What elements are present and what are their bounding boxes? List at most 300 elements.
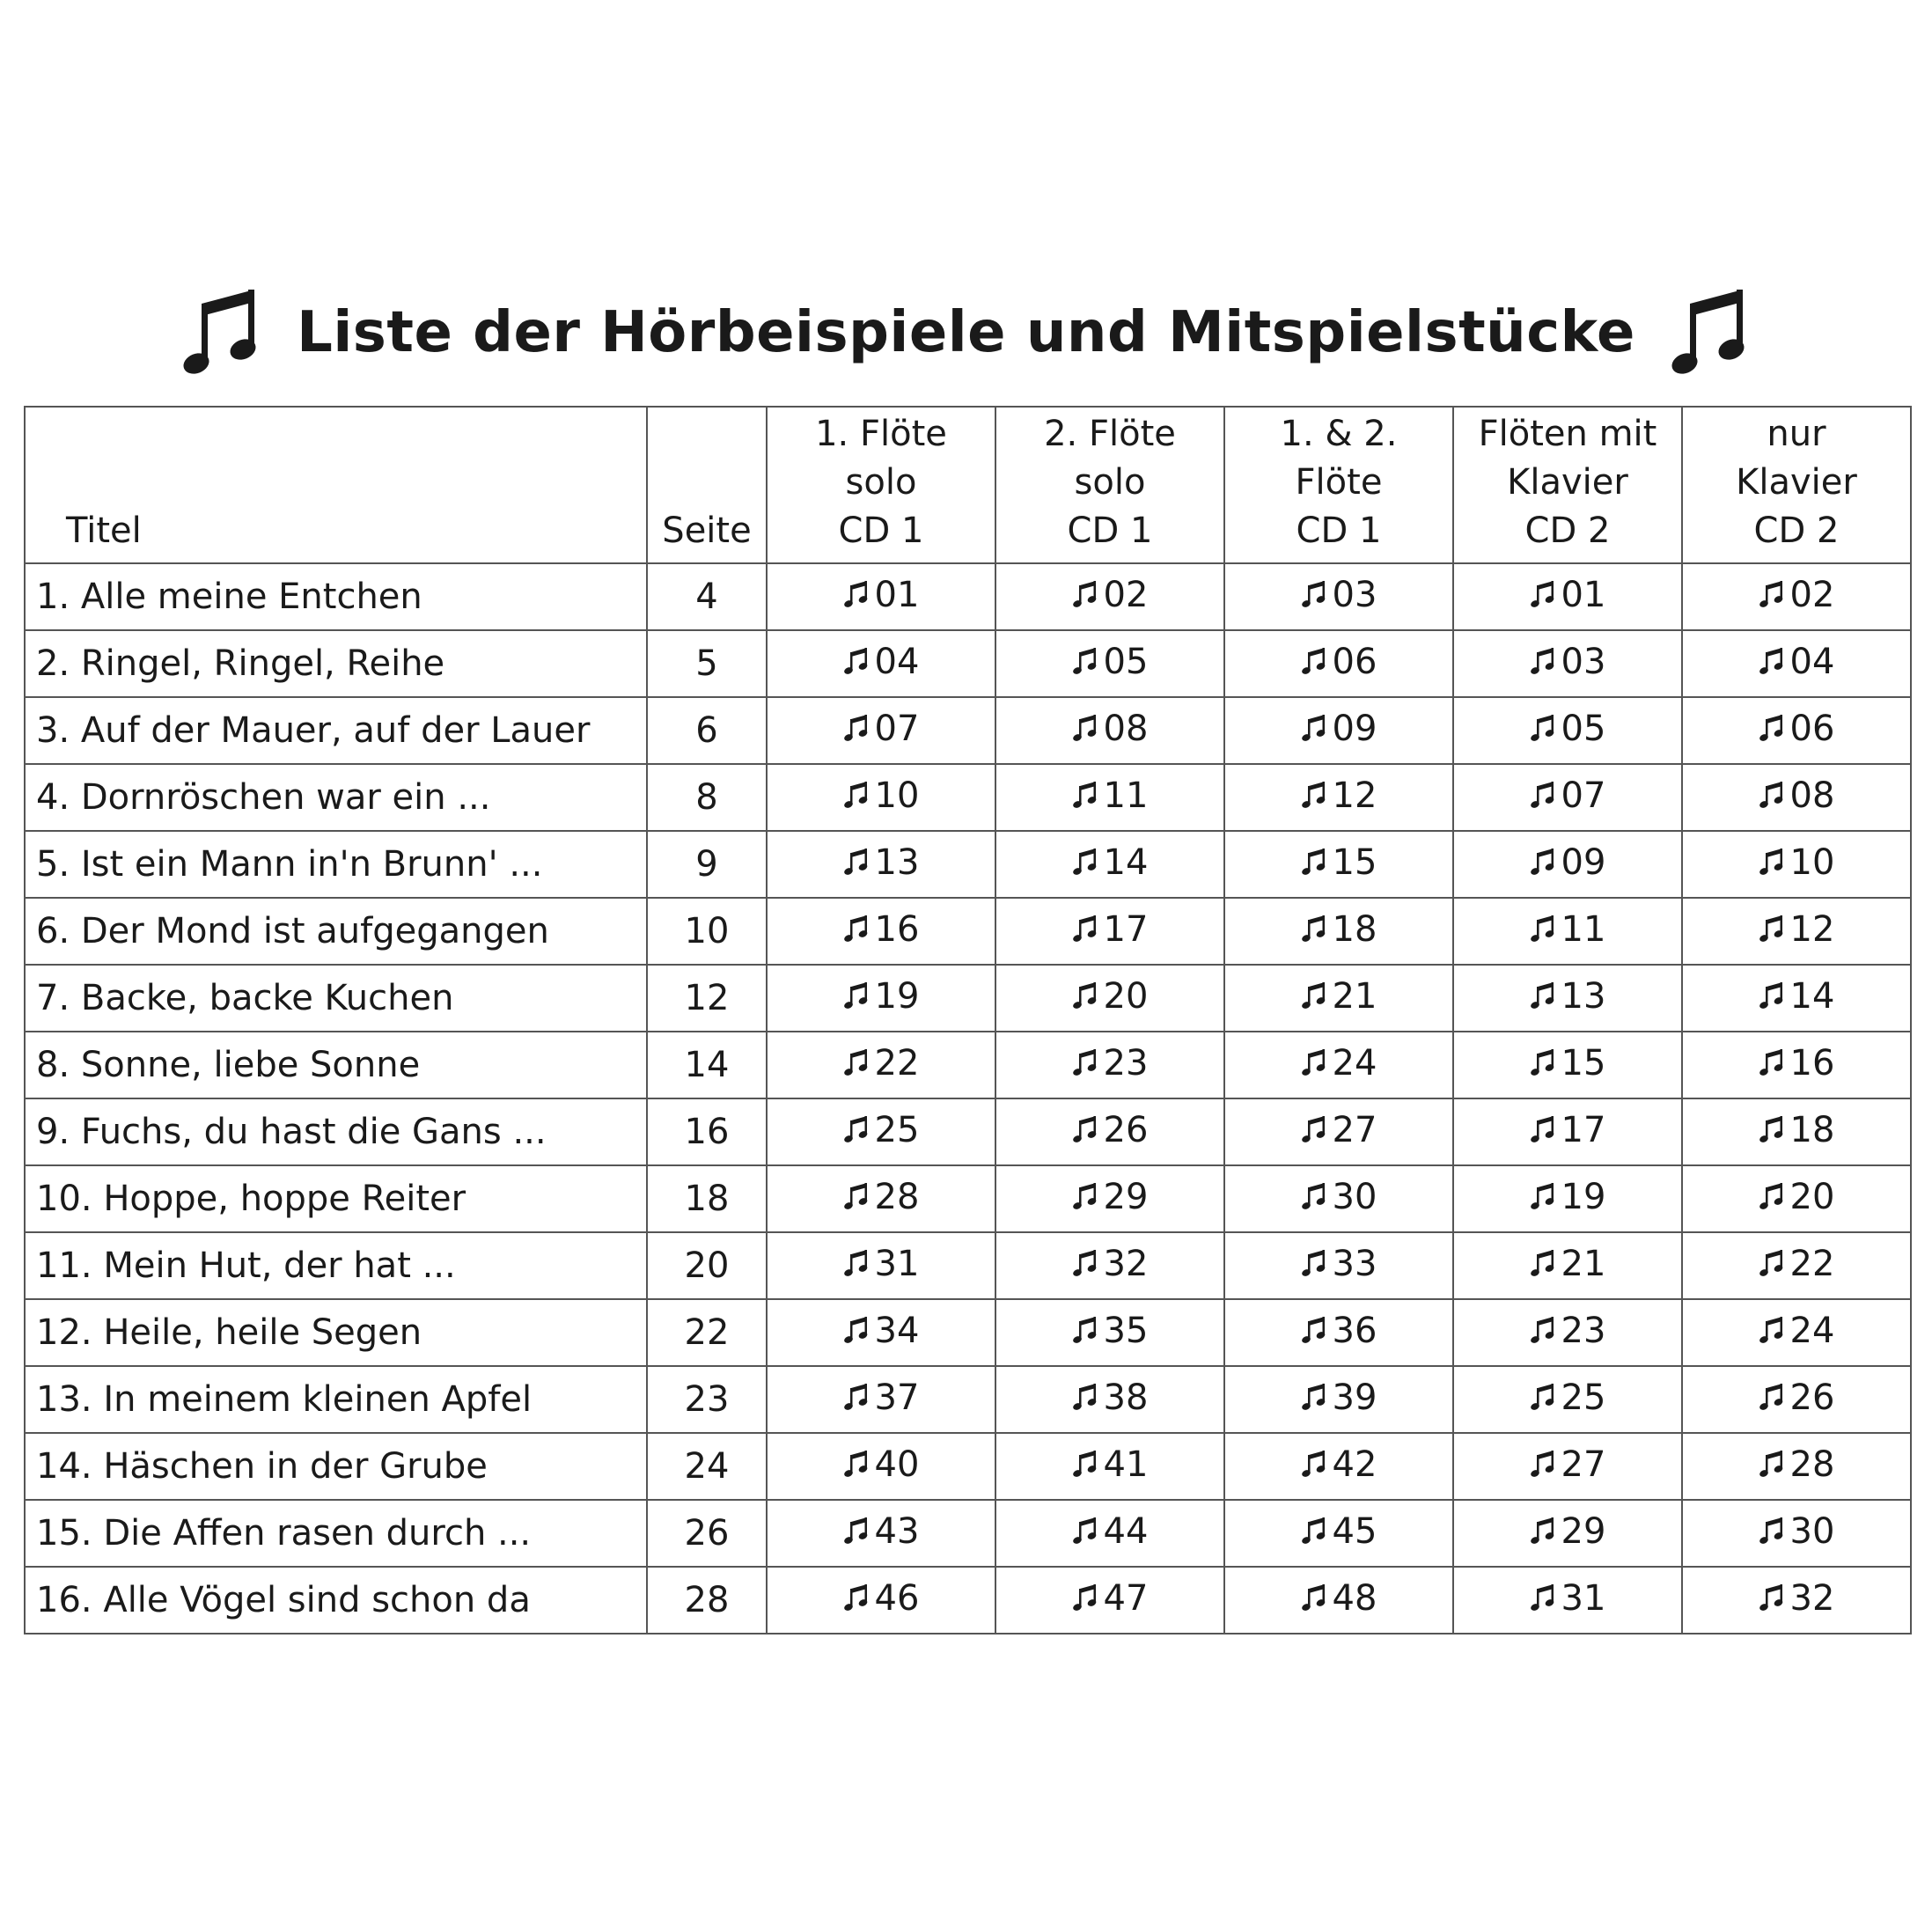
page-number: 12 — [647, 965, 767, 1032]
page-number: 20 — [647, 1232, 767, 1299]
track-cell — [995, 697, 1224, 764]
track-number — [1759, 642, 1835, 682]
track-number — [1072, 1578, 1149, 1619]
track-number-label: 02 — [1103, 575, 1149, 615]
track-number — [843, 1578, 920, 1619]
track-cell — [767, 831, 995, 898]
track-number-label: 31 — [874, 1244, 920, 1284]
beamed-eighth-notes-icon — [1530, 1048, 1556, 1078]
song-title: 10. Hoppe, hoppe Reiter — [25, 1165, 647, 1232]
track-cell — [1682, 764, 1911, 831]
track-number — [1301, 1578, 1377, 1619]
header-line: Klavier — [1736, 462, 1857, 503]
track-number — [1530, 775, 1606, 816]
track-number — [1530, 1110, 1606, 1150]
track-cell — [767, 1299, 995, 1366]
track-number — [1530, 1444, 1606, 1485]
beamed-eighth-notes-icon — [1301, 915, 1327, 944]
track-number-label: 11 — [1561, 909, 1606, 950]
track-number-label: 41 — [1103, 1444, 1149, 1485]
track-cell — [1224, 697, 1453, 764]
song-title: 15. Die Affen rasen durch ... — [25, 1500, 647, 1567]
beamed-eighth-notes-icon — [843, 1583, 870, 1613]
beamed-eighth-notes-icon — [1759, 981, 1785, 1011]
track-number — [1072, 1244, 1149, 1284]
track-cell — [767, 1165, 995, 1232]
beamed-eighth-notes-icon — [1072, 580, 1098, 610]
track-cell — [1682, 697, 1911, 764]
track-number — [1759, 909, 1835, 950]
track-cell — [995, 1032, 1224, 1098]
track-cell — [995, 1299, 1224, 1366]
beamed-eighth-notes-icon — [1072, 1383, 1098, 1413]
track-cell — [995, 1433, 1224, 1500]
beamed-eighth-notes-icon — [1530, 1249, 1556, 1279]
track-number-label: 33 — [1332, 1244, 1377, 1284]
track-number-label: 47 — [1103, 1578, 1149, 1619]
beamed-eighth-notes-icon — [1759, 1517, 1785, 1546]
table-row — [25, 1098, 1911, 1165]
track-number-label: 08 — [1103, 709, 1149, 749]
track-number — [1072, 1511, 1149, 1552]
page-number: 9 — [647, 831, 767, 898]
beamed-eighth-notes-icon — [1301, 1249, 1327, 1279]
beamed-eighth-notes-icon — [843, 1316, 870, 1346]
track-number — [1072, 1311, 1149, 1351]
beamed-eighth-notes-icon — [1759, 1182, 1785, 1212]
track-cell — [1453, 1098, 1682, 1165]
track-cell — [1682, 1500, 1911, 1567]
song-title: 16. Alle Vögel sind schon da — [25, 1567, 647, 1634]
track-number — [1072, 575, 1149, 615]
beamed-eighth-notes-icon — [1072, 1450, 1098, 1480]
beamed-eighth-notes-icon — [1301, 848, 1327, 878]
track-number-label: 12 — [1789, 909, 1835, 950]
track-cell — [767, 1567, 995, 1634]
track-number — [1530, 1244, 1606, 1284]
track-cell — [1453, 1299, 1682, 1366]
track-number-label: 20 — [1789, 1177, 1835, 1217]
track-number — [1759, 1043, 1835, 1084]
track-cell — [767, 563, 995, 630]
header-line: CD 1 — [1296, 511, 1382, 551]
track-number — [1530, 1578, 1606, 1619]
track-cell — [1453, 630, 1682, 697]
track-number-label: 09 — [1332, 709, 1377, 749]
beamed-eighth-notes-icon — [1301, 1517, 1327, 1546]
track-number-label: 31 — [1561, 1578, 1606, 1619]
track-number — [1301, 1511, 1377, 1552]
beamed-eighth-notes-icon — [1530, 1182, 1556, 1212]
track-number — [1759, 709, 1835, 749]
track-number-label: 04 — [1789, 642, 1835, 682]
header-line: 2. Flöte — [1044, 414, 1176, 454]
track-number — [1301, 1244, 1377, 1284]
track-number-label: 17 — [1561, 1110, 1606, 1150]
table-header-row — [25, 407, 1911, 563]
beamed-eighth-notes-icon — [1072, 981, 1098, 1011]
beamed-eighth-notes-icon — [1072, 714, 1098, 744]
track-number — [1530, 1377, 1606, 1418]
track-cell — [1224, 1232, 1453, 1299]
beamed-eighth-notes-icon — [843, 580, 870, 610]
track-number-label: 19 — [1561, 1177, 1606, 1217]
beamed-eighth-notes-icon — [843, 1048, 870, 1078]
beamed-eighth-notes-icon — [843, 1383, 870, 1413]
track-cell — [995, 1567, 1224, 1634]
header-line: Flöte — [1295, 462, 1383, 503]
track-cell — [1224, 630, 1453, 697]
song-title: 1. Alle meine Entchen — [25, 563, 647, 630]
track-cell — [767, 764, 995, 831]
track-number — [1759, 1177, 1835, 1217]
track-number — [843, 642, 920, 682]
page-number: 18 — [647, 1165, 767, 1232]
header-line: solo — [845, 462, 917, 503]
song-title: 13. In meinem kleinen Apfel — [25, 1366, 647, 1433]
track-number-label: 16 — [1789, 1043, 1835, 1084]
song-title: 9. Fuchs, du hast die Gans ... — [25, 1098, 647, 1165]
table-row — [25, 898, 1911, 965]
track-cell — [767, 898, 995, 965]
song-title: 11. Mein Hut, der hat ... — [25, 1232, 647, 1299]
header-line: CD 2 — [1524, 511, 1611, 551]
header-piano-only — [1682, 407, 1911, 563]
beamed-eighth-notes-icon — [1759, 1316, 1785, 1346]
beamed-eighth-notes-icon — [1759, 781, 1785, 811]
track-number-label: 18 — [1332, 909, 1377, 950]
header-line: CD 1 — [838, 511, 924, 551]
song-title: 7. Backe, backe Kuchen — [25, 965, 647, 1032]
table-row — [25, 563, 1911, 630]
track-cell — [767, 1098, 995, 1165]
beamed-eighth-notes-icon — [1072, 781, 1098, 811]
track-cell — [995, 764, 1224, 831]
song-title: 8. Sonne, liebe Sonne — [25, 1032, 647, 1098]
track-number — [843, 842, 920, 883]
track-number — [1759, 1578, 1835, 1619]
track-number-label: 16 — [874, 909, 920, 950]
track-number — [1072, 709, 1149, 749]
beamed-eighth-notes-icon — [1759, 915, 1785, 944]
track-cell — [767, 1366, 995, 1433]
track-cell — [1224, 898, 1453, 965]
table-row — [25, 697, 1911, 764]
track-number-label: 28 — [874, 1177, 920, 1217]
track-number-label: 13 — [1561, 976, 1606, 1017]
page-number: 14 — [647, 1032, 767, 1098]
track-cell — [1453, 1232, 1682, 1299]
track-number-label: 24 — [1789, 1311, 1835, 1351]
track-number — [1072, 1177, 1149, 1217]
track-cell — [1453, 1500, 1682, 1567]
beamed-eighth-notes-icon — [1301, 1583, 1327, 1613]
beamed-eighth-notes-icon — [1759, 1583, 1785, 1613]
track-cell — [1453, 898, 1682, 965]
track-number-label: 02 — [1789, 575, 1835, 615]
song-title: 2. Ringel, Ringel, Reihe — [25, 630, 647, 697]
track-cell — [1453, 1032, 1682, 1098]
beamed-eighth-notes-icon — [1530, 848, 1556, 878]
song-title: 6. Der Mond ist aufgegangen — [25, 898, 647, 965]
header-line: 1. & 2. — [1280, 414, 1398, 454]
track-number — [843, 1311, 920, 1351]
beamed-eighth-notes-icon — [1530, 1517, 1556, 1546]
header-line: Flöten mit — [1478, 414, 1657, 454]
beamed-eighth-notes-icon — [843, 714, 870, 744]
track-number — [1759, 842, 1835, 883]
track-number — [843, 1043, 920, 1084]
track-cell — [767, 1500, 995, 1567]
page-number: 4 — [647, 563, 767, 630]
beamed-eighth-notes-icon — [843, 981, 870, 1011]
track-number — [1072, 976, 1149, 1017]
track-number — [1759, 1244, 1835, 1284]
track-number-label: 48 — [1332, 1578, 1377, 1619]
beamed-eighth-notes-icon — [1072, 1316, 1098, 1346]
beamed-eighth-notes-icon — [1301, 1048, 1327, 1078]
beamed-eighth-notes-icon — [1759, 848, 1785, 878]
beamed-eighth-notes-icon — [1072, 1048, 1098, 1078]
track-number-label: 40 — [874, 1444, 920, 1485]
track-cell — [1453, 1433, 1682, 1500]
beamed-eighth-notes-icon — [1530, 1316, 1556, 1346]
track-cell — [1453, 1165, 1682, 1232]
track-number-label: 34 — [874, 1311, 920, 1351]
header-flute2-solo — [995, 407, 1224, 563]
beamed-eighth-notes-icon — [1530, 714, 1556, 744]
track-number — [1301, 709, 1377, 749]
beamed-eighth-notes-icon — [843, 848, 870, 878]
track-number-label: 22 — [874, 1043, 920, 1084]
track-number — [843, 1511, 920, 1552]
track-number-label: 05 — [1561, 709, 1606, 749]
track-cell — [1682, 1098, 1911, 1165]
beamed-eighth-notes-icon — [1759, 1249, 1785, 1279]
track-cell — [1453, 1366, 1682, 1433]
beamed-eighth-notes-icon — [1530, 1383, 1556, 1413]
track-cell — [995, 1165, 1224, 1232]
track-number — [1530, 1311, 1606, 1351]
beamed-eighth-notes-icon — [843, 1115, 870, 1145]
track-cell — [1453, 563, 1682, 630]
track-number-label: 32 — [1103, 1244, 1149, 1284]
beamed-eighth-notes-icon — [1301, 781, 1327, 811]
page-title: Liste der Hörbeispiele und Mitspielstücke — [297, 300, 1635, 365]
track-cell — [1224, 831, 1453, 898]
track-number-label: 26 — [1789, 1377, 1835, 1418]
track-cell — [1224, 1433, 1453, 1500]
beamed-eighth-notes-icon — [1072, 848, 1098, 878]
track-number-label: 11 — [1103, 775, 1149, 816]
table-body — [25, 563, 1911, 1634]
track-number — [843, 1177, 920, 1217]
track-number-label: 13 — [874, 842, 920, 883]
track-cell — [1224, 965, 1453, 1032]
page-number: 16 — [647, 1098, 767, 1165]
track-number-label: 14 — [1789, 976, 1835, 1017]
track-number-label: 04 — [874, 642, 920, 682]
beamed-eighth-notes-icon — [182, 284, 261, 381]
beamed-eighth-notes-icon — [1301, 1450, 1327, 1480]
track-number-label: 03 — [1332, 575, 1377, 615]
beamed-eighth-notes-icon — [1759, 647, 1785, 677]
track-number — [1530, 709, 1606, 749]
beamed-eighth-notes-icon — [1072, 1182, 1098, 1212]
track-cell — [1453, 764, 1682, 831]
beamed-eighth-notes-icon — [1530, 915, 1556, 944]
beamed-eighth-notes-icon — [843, 781, 870, 811]
track-number — [1301, 575, 1377, 615]
header-line: Seite — [662, 511, 752, 551]
track-number-label: 32 — [1789, 1578, 1835, 1619]
track-number-label: 27 — [1561, 1444, 1606, 1485]
track-cell — [1224, 1098, 1453, 1165]
track-number-label: 06 — [1332, 642, 1377, 682]
beamed-eighth-notes-icon — [1530, 781, 1556, 811]
beamed-eighth-notes-icon — [1759, 1048, 1785, 1078]
track-cell — [1224, 1032, 1453, 1098]
track-number — [1759, 575, 1835, 615]
track-number — [1301, 1110, 1377, 1150]
track-number — [1301, 775, 1377, 816]
track-cell — [767, 1433, 995, 1500]
track-number-label: 44 — [1103, 1511, 1149, 1552]
track-number-label: 07 — [1561, 775, 1606, 816]
track-cell — [995, 630, 1224, 697]
track-cell — [995, 965, 1224, 1032]
track-number — [1759, 976, 1835, 1017]
track-cell — [1682, 1232, 1911, 1299]
header-line: CD 1 — [1067, 511, 1153, 551]
track-cell — [1453, 1567, 1682, 1634]
beamed-eighth-notes-icon — [1072, 647, 1098, 677]
track-number-label: 30 — [1789, 1511, 1835, 1552]
track-number — [1530, 909, 1606, 950]
header-line: solo — [1074, 462, 1146, 503]
track-number — [1530, 1511, 1606, 1552]
track-number — [1759, 1511, 1835, 1552]
track-number-label: 43 — [874, 1511, 920, 1552]
track-number — [843, 775, 920, 816]
track-cell — [1682, 898, 1911, 965]
track-number — [843, 1377, 920, 1418]
track-number — [843, 1244, 920, 1284]
track-cell — [767, 1032, 995, 1098]
track-number-label: 28 — [1789, 1444, 1835, 1485]
track-number-label: 14 — [1103, 842, 1149, 883]
track-cell — [1224, 1299, 1453, 1366]
track-number-label: 10 — [874, 775, 920, 816]
track-cell — [1682, 1433, 1911, 1500]
track-cell — [995, 1366, 1224, 1433]
track-number — [1759, 1311, 1835, 1351]
table-row — [25, 965, 1911, 1032]
track-cell — [1453, 697, 1682, 764]
beamed-eighth-notes-icon — [1530, 981, 1556, 1011]
track-cell — [1682, 831, 1911, 898]
track-number-label: 19 — [874, 976, 920, 1017]
track-number — [843, 575, 920, 615]
beamed-eighth-notes-icon — [843, 647, 870, 677]
page-number: 8 — [647, 764, 767, 831]
track-number — [1072, 842, 1149, 883]
track-number-label: 23 — [1103, 1043, 1149, 1084]
beamed-eighth-notes-icon — [1759, 714, 1785, 744]
track-cell — [1682, 1366, 1911, 1433]
track-cell — [767, 965, 995, 1032]
track-number-label: 37 — [874, 1377, 920, 1418]
song-title: 4. Dornröschen war ein ... — [25, 764, 647, 831]
track-number-label: 03 — [1561, 642, 1606, 682]
track-number — [1759, 1377, 1835, 1418]
table-row — [25, 1433, 1911, 1500]
track-number — [1072, 1444, 1149, 1485]
track-cell — [1224, 1366, 1453, 1433]
track-number-label: 36 — [1332, 1311, 1377, 1351]
track-number-label: 21 — [1332, 976, 1377, 1017]
header-line: Titel — [66, 511, 142, 551]
page-number: 5 — [647, 630, 767, 697]
beamed-eighth-notes-icon — [843, 915, 870, 944]
track-number — [1301, 1377, 1377, 1418]
table-row — [25, 1232, 1911, 1299]
track-number — [1072, 642, 1149, 682]
header-flute1-2 — [1224, 407, 1453, 563]
track-number-label: 25 — [874, 1110, 920, 1150]
page-number: 28 — [647, 1567, 767, 1634]
track-number-label: 26 — [1103, 1110, 1149, 1150]
track-cell — [1682, 1299, 1911, 1366]
track-number-label: 23 — [1561, 1311, 1606, 1351]
track-cell — [1682, 965, 1911, 1032]
beamed-eighth-notes-icon — [1671, 284, 1750, 381]
track-number-label: 29 — [1103, 1177, 1149, 1217]
table-row — [25, 1366, 1911, 1433]
track-number-label: 20 — [1103, 976, 1149, 1017]
track-number — [1530, 1043, 1606, 1084]
beamed-eighth-notes-icon — [1530, 1115, 1556, 1145]
track-number-label: 06 — [1789, 709, 1835, 749]
track-number — [1530, 642, 1606, 682]
track-number — [1759, 1444, 1835, 1485]
track-number — [843, 1110, 920, 1150]
track-number-label: 46 — [874, 1578, 920, 1619]
song-title: 3. Auf der Mauer, auf der Lauer — [25, 697, 647, 764]
page-number: 23 — [647, 1366, 767, 1433]
track-number — [1301, 909, 1377, 950]
track-number-label: 18 — [1789, 1110, 1835, 1150]
track-cell — [1453, 965, 1682, 1032]
header-flute1-solo — [767, 407, 995, 563]
beamed-eighth-notes-icon — [1759, 1383, 1785, 1413]
track-number-label: 15 — [1561, 1043, 1606, 1084]
track-number-label: 10 — [1789, 842, 1835, 883]
beamed-eighth-notes-icon — [1072, 915, 1098, 944]
beamed-eighth-notes-icon — [843, 1182, 870, 1212]
track-number-label: 09 — [1561, 842, 1606, 883]
beamed-eighth-notes-icon — [1301, 1316, 1327, 1346]
track-number — [843, 976, 920, 1017]
beamed-eighth-notes-icon — [1759, 1450, 1785, 1480]
track-cell — [995, 1500, 1224, 1567]
beamed-eighth-notes-icon — [1072, 1583, 1098, 1613]
track-number-label: 07 — [874, 709, 920, 749]
track-cell — [995, 1098, 1224, 1165]
track-number-label: 21 — [1561, 1244, 1606, 1284]
beamed-eighth-notes-icon — [843, 1450, 870, 1480]
track-number — [1530, 575, 1606, 615]
